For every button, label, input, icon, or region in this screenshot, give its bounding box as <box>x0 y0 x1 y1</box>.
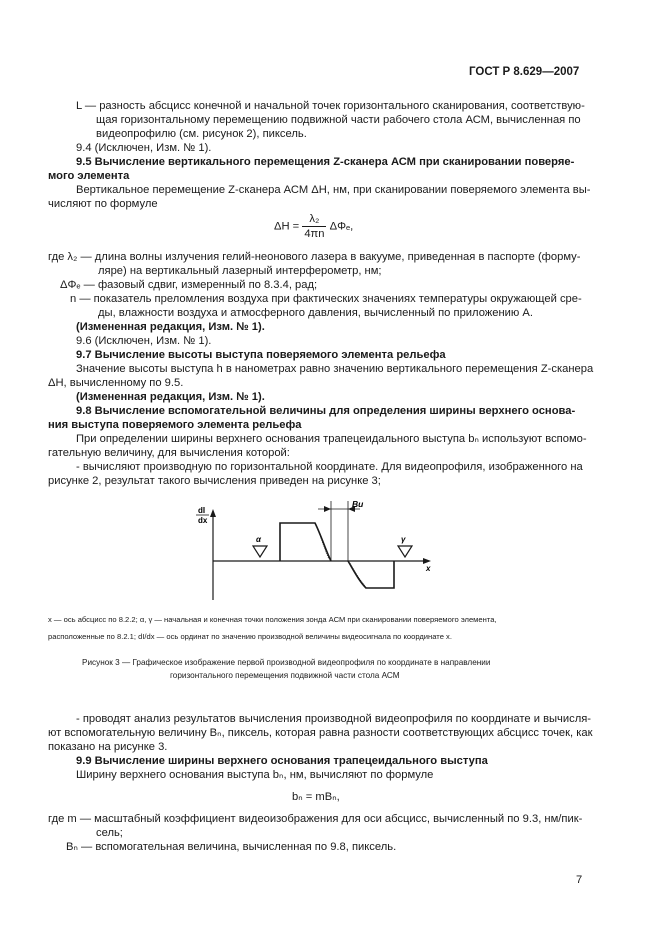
text-line: Вертикальное перемещение Z-сканера АСМ ΔH, нм, при сканировании поверяемого элемента вы- <box>76 184 591 196</box>
gamma-marker <box>398 546 412 557</box>
text-line: где λ₂ — длина волны излучения гелий-неонового лазера в вакууме, приведенная в паспорте (форму- <box>48 251 581 263</box>
text-line: сель; <box>96 827 123 839</box>
figure-caption: Рисунок 3 — Графическое изображение первой производной видеопрофиля по координате в направлении <box>82 658 491 667</box>
section-heading: 9.9 Вычисление ширины верхнего основания трапецеидального выступа <box>76 755 488 767</box>
text-line: ют вспомогательную величину Bₙ, пиксель, которая равна разности соответствующих абсцисс точек, как <box>48 727 593 739</box>
y-axis-arrow <box>210 509 216 517</box>
formula-delta-h <box>274 212 353 241</box>
text-line: n — показатель преломления воздуха при фактических значениях температуры окружающей сре- <box>70 293 582 305</box>
positive-pulse <box>280 523 331 561</box>
section-heading: 9.7 Вычисление высоты выступа поверяемого элемента рельефа <box>76 349 446 361</box>
text-line: 9.6 (Исключен, Изм. № 1). <box>76 335 212 347</box>
text-line: Ширину верхнего основания выступа bₙ, нм, вычисляют по формуле <box>76 769 434 781</box>
negative-pulse <box>348 561 394 588</box>
text-line: ΔΦₑ — фазовый сдвиг, измеренный по 8.3.4, рад; <box>60 279 318 291</box>
text-line: - вычисляют производную по горизонтальной координате. Для видеопрофиля, изображенного на <box>76 461 583 473</box>
figure-note: x — ось абсцисс по 8.2.2; α, γ — начальная и конечная точки положения зонда АСМ при сканировании поверяемого элемента, <box>48 615 497 624</box>
text-line: рисунке 2, результат такого вычисления приведен на рисунке 3; <box>48 475 381 487</box>
alpha-label: α <box>256 535 261 544</box>
text-line: 9.4 (Исключен, Изм. № 1). <box>76 142 212 154</box>
text-line: Значение высоты выступа h в нанометрах равно значению вертикального перемещения Z-сканера <box>76 363 594 375</box>
page-number: 7 <box>576 874 583 886</box>
figure-caption: горизонтального перемещения подвижной части стола АСМ <box>170 671 400 680</box>
gamma-label: γ <box>401 535 406 544</box>
alpha-marker <box>253 546 267 557</box>
text-line: ляре) на вертикальный лазерный интерферометр, нм; <box>98 265 382 277</box>
text-line: числяют по формуле <box>48 198 158 210</box>
formula-b-width: bₙ = mBₙ, <box>292 791 340 803</box>
text-line: видеопрофилю (см. рисунок 2), пиксель. <box>96 128 307 140</box>
text-line: ΔH, вычисленному по 9.5. <box>48 377 184 389</box>
document-code: ГОСТ Р 8.629—2007 <box>469 66 580 78</box>
text-line: Bₙ — вспомогательная величина, вычисленная по 9.8, пиксель. <box>66 841 397 853</box>
text-line: (Измененная редакция, Изм. № 1). <box>76 321 265 333</box>
section-heading: 9.8 Вычисление вспомогательной величины для определения ширины верхнего основа- <box>76 405 576 417</box>
text-line: - проводят анализ результатов вычисления производной видеопрофиля по координате и вычисля- <box>76 713 592 725</box>
text-line: (Измененная редакция, Изм. № 1). <box>76 391 265 403</box>
x-axis-label: x <box>426 564 431 573</box>
b-label: Bи <box>352 499 364 509</box>
text-line: ды, влажности воздуха и атмосферного давления, вычисленный по приложению А. <box>98 307 533 319</box>
figure-note: расположенные по 8.2.1; dI/dx — ось ординат по значению производной величины видеосигнала по координате x. <box>48 632 452 641</box>
text-line: показано на рисунке 3. <box>48 741 168 753</box>
y-axis-label-num: dI <box>198 506 206 515</box>
formula-rhs: ΔΦₑ, <box>329 220 354 233</box>
formula-numerator: λ₂ <box>302 212 326 227</box>
section-heading: мого элемента <box>48 170 130 182</box>
formula-denominator: 4πn <box>304 228 325 240</box>
text-line: При определении ширины верхнего основания трапецеидального выступа bₙ используют вспомо- <box>76 433 587 445</box>
section-heading: 9.5 Вычисление вертикального перемещения Z-сканера АСМ при сканировании поверяе- <box>76 156 575 168</box>
section-heading: ния выступа поверяемого элемента рельефа <box>48 419 302 431</box>
text-line: L — разность абсцисс конечной и начальной точек горизонтального сканирования, соответствую- <box>76 100 585 112</box>
text-line: где m — масштабный коэффициент видеоизображения для оси абсцисс, вычисленный по 9.3, нм/пик- <box>48 813 583 825</box>
text-line: гательную величину, для вычисления которой: <box>48 447 290 459</box>
formula-lhs: ΔH = <box>274 220 300 233</box>
text-line: щая горизонтальному перемещению подвижной части рабочего стола АСМ, вычисленная по <box>96 114 581 126</box>
figure-3-derivative-plot <box>190 495 450 605</box>
y-axis-label-den: dx <box>198 516 208 525</box>
